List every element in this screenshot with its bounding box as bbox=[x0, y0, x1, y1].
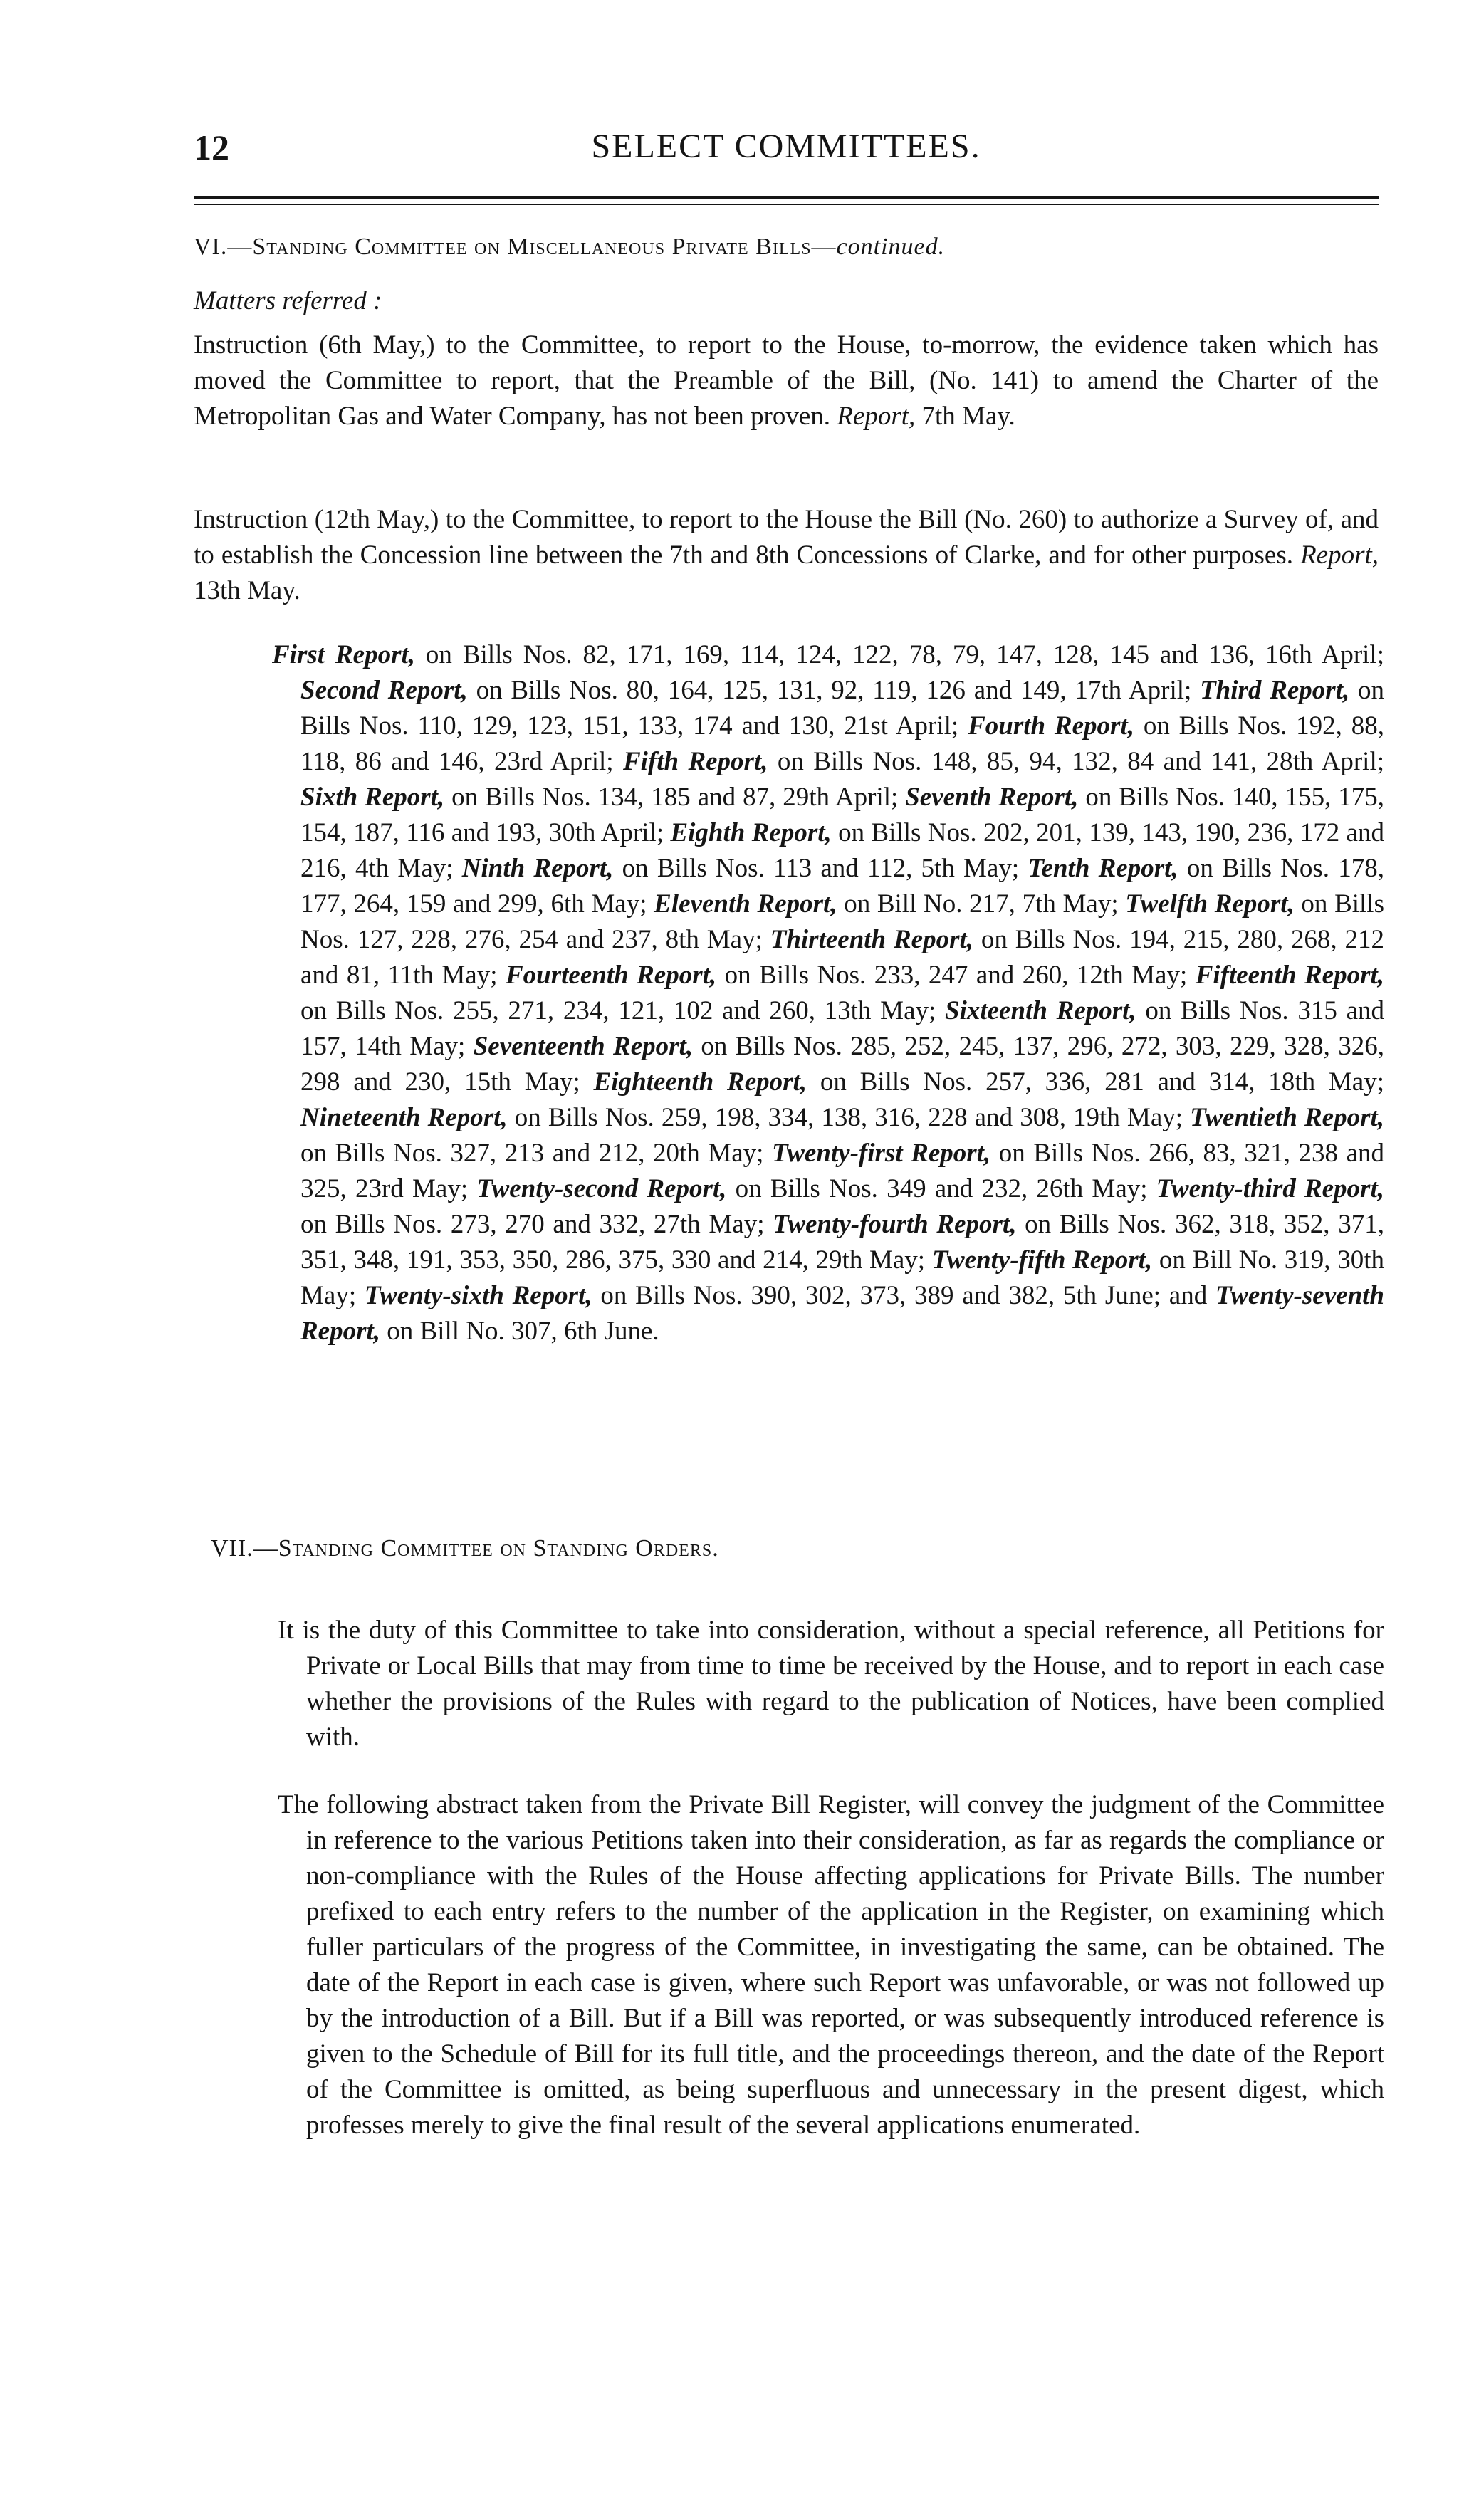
report-label: Seventh Report, bbox=[905, 783, 1079, 812]
header-rule-thin bbox=[194, 204, 1379, 205]
section-vii-paragraph-2 bbox=[278, 1787, 1384, 2143]
report-bills: on Bills Nos. 194, 215, 280, 268, 212 and 81, 11th May; bbox=[300, 925, 1384, 990]
report-label: Seventeenth Report, bbox=[473, 1032, 694, 1061]
section-vii-number: VII.— bbox=[211, 1535, 278, 1562]
instruction-2-text: Instruction (12th May,) to the Committee, to report to the House the Bill (No. 260) to authorize a Survey of, and to establish the Concession line between the 7th and 8th Concessions of Clarke, and for other purposes. bbox=[194, 505, 1379, 570]
report-bills: on Bills Nos. 127, 228, 276, 254 and 237, 8th May; bbox=[300, 889, 1384, 954]
report-bills: on Bills Nos. 315 and 157, 14th May; bbox=[300, 996, 1384, 1061]
report-label: Twenty-fourth Report, bbox=[773, 1210, 1017, 1239]
report-label: Ninth Report, bbox=[461, 854, 614, 883]
section-vi-number: VI.— bbox=[194, 234, 253, 260]
report-bills: on Bills Nos. 113 and 112, 5th May; bbox=[613, 854, 1028, 883]
report-label: Twenty-second Report, bbox=[476, 1174, 727, 1203]
report-label: Third Report, bbox=[1200, 676, 1350, 705]
report-label: Fourth Report, bbox=[968, 711, 1134, 741]
report-label: Twenty-sixth Report, bbox=[364, 1281, 592, 1310]
report-label: Eighth Report, bbox=[670, 818, 832, 847]
report-bills: on Bill No. 319, 30th May; bbox=[300, 1245, 1384, 1310]
report-label: Thirteenth Report, bbox=[770, 925, 974, 954]
report-bills: on Bills Nos. 110, 129, 123, 151, 133, 174 and 130, 21st April; bbox=[300, 676, 1385, 741]
duty-paragraph: It is the duty of this Committee to take into consideration, without a special reference, all Petitions for Private or Local Bills that may from time to time be received by the House, and to report in each case whether the provisions of the Rules with regard to the publication of Notices, have been complied with. bbox=[278, 1616, 1384, 1752]
report-bills: on Bills Nos. 362, 318, 352, 371, 351, 348, 191, 353, 350, 286, 375, 330 and 214, 29th May; bbox=[300, 1210, 1384, 1275]
report-bills: on Bills Nos. 273, 270 and 332, 27th May; bbox=[300, 1210, 773, 1239]
report-bills: on Bills Nos. 390, 302, 373, 389 and 382, 5th June; and bbox=[592, 1281, 1215, 1310]
report-bills: on Bills Nos. 257, 336, 281 and 314, 18th May; bbox=[807, 1067, 1384, 1097]
section-vi-title: Standing Committee on Miscellaneous Private Bills— bbox=[252, 234, 837, 260]
section-vii-paragraph-1 bbox=[278, 1613, 1384, 1755]
report-label: Fifth Report, bbox=[622, 747, 768, 776]
report-label: Nineteenth Report, bbox=[300, 1103, 508, 1132]
instruction-paragraph-2 bbox=[194, 502, 1379, 609]
report-label: Eleventh Report, bbox=[654, 889, 837, 919]
report-bills: on Bills Nos. 259, 198, 334, 138, 316, 228 and 308, 19th May; bbox=[507, 1103, 1191, 1132]
section-vi-heading bbox=[194, 229, 1379, 265]
report-label: Fifteenth Report, bbox=[1195, 961, 1385, 990]
report-bills: on Bills Nos. 349 and 232, 26th May; bbox=[726, 1174, 1156, 1203]
report-bills: on Bills Nos. 255, 271, 234, 121, 102 and 260, 13th May; bbox=[300, 996, 945, 1025]
report-bills: on Bills Nos. 266, 83, 321, 238 and 325, 23rd May; bbox=[300, 1139, 1385, 1203]
running-title: SELECT COMMITTEES. bbox=[591, 127, 981, 165]
report-label: Twenty-first Report, bbox=[772, 1139, 991, 1168]
report-label: Twentieth Report, bbox=[1190, 1103, 1384, 1132]
report-bills: on Bills Nos. 140, 155, 175, 154, 187, 116 and 193, 30th April; bbox=[300, 783, 1384, 847]
page-number: 12 bbox=[194, 127, 229, 167]
header-rule-thick bbox=[194, 196, 1379, 199]
section-vi-continued: continued. bbox=[836, 234, 946, 260]
instruction-1-date: 7th May. bbox=[921, 402, 1015, 431]
report-bills: on Bills Nos. 82, 171, 169, 114, 124, 122, 78, 79, 147, 128, 145 and 136, 16th April; bbox=[415, 640, 1384, 669]
page-header bbox=[194, 127, 1379, 177]
section-vii-heading bbox=[211, 1531, 1396, 1567]
report-label: Fourteenth Report, bbox=[505, 961, 717, 990]
report-bills: on Bills Nos. 233, 247 and 260, 12th May; bbox=[716, 961, 1196, 990]
report-label: Twenty-fifth Report, bbox=[931, 1245, 1153, 1275]
report-label: Sixteenth Report, bbox=[945, 996, 1136, 1025]
instruction-1-report-label: Report, bbox=[837, 402, 916, 431]
report-label: Sixth Report, bbox=[300, 783, 445, 812]
instruction-1-text: Instruction (6th May,) to the Committee, to report to the House, to-morrow, the evidence taken which has moved the Committee to report, that the Preamble of the Bill, (No. 141) to amend the Charter of the Metropolitan Gas and Water Company, has not been proven. bbox=[194, 330, 1379, 431]
report-label: Twenty-seventh Report, bbox=[300, 1281, 1384, 1346]
report-bills: on Bills Nos. 202, 201, 139, 143, 190, 236, 172 and 216, 4th May; bbox=[300, 818, 1384, 883]
report-label: Twenty-third Report, bbox=[1156, 1174, 1384, 1203]
instruction-paragraph-1 bbox=[194, 328, 1379, 434]
reports-paragraph bbox=[272, 637, 1384, 1349]
report-bills: on Bills Nos. 192, 88, 118, 86 and 146, 23rd April; bbox=[300, 711, 1385, 776]
report-label: Tenth Report, bbox=[1028, 854, 1178, 883]
report-bills: on Bill No. 307, 6th June. bbox=[380, 1317, 659, 1346]
report-label: Twelfth Report, bbox=[1125, 889, 1295, 919]
report-bills: on Bill No. 217, 7th May; bbox=[837, 889, 1126, 919]
matters-referred-label: Matters referred : bbox=[194, 286, 382, 315]
report-label: First Report, bbox=[272, 640, 415, 669]
report-bills: on Bills Nos. 178, 177, 264, 159 and 299, 6th May; bbox=[300, 854, 1384, 919]
report-bills: on Bills Nos. 80, 164, 125, 131, 92, 119, 126 and 149, 17th April; bbox=[467, 676, 1201, 705]
report-bills: on Bills Nos. 327, 213 and 212, 20th May; bbox=[300, 1139, 772, 1168]
abstract-paragraph: The following abstract taken from the Private Bill Register, will convey the judgment of the Committee in reference to the various Petitions taken into their consideration, as far as regards the compliance or non-compliance with the Rules of the House affecting applications for Private Bills. The number prefixed to each entry refers to the number of the application in the Register, on examining which fuller particulars of the progress of the Committee, in investigating the same, can be obtained. The date of the Report in each case is given, where such Report was unfavorable, or was not followed up by the introduction of a Bill. But if a Bill was reported, or was subsequently introduced reference is given to the Schedule of Bill for its full title, and the proceedings thereon, and the date of the Report of the Committee is omitted, as being superfluous and unnecessary in the present digest, which professes merely to give the final result of the several applications enumerated. bbox=[278, 1790, 1384, 2140]
section-vii-title: Standing Committee on Standing Orders. bbox=[278, 1535, 719, 1562]
reports-list bbox=[272, 637, 1384, 1349]
instruction-2-date: 13th May. bbox=[194, 576, 300, 605]
report-label: Second Report, bbox=[300, 676, 468, 705]
report-bills: on Bills Nos. 134, 185 and 87, 29th April; bbox=[444, 783, 906, 812]
instruction-2-report-label: Report, bbox=[1300, 540, 1379, 570]
report-bills: on Bills Nos. 148, 85, 94, 132, 84 and 141, 28th April; bbox=[768, 747, 1385, 776]
report-bills: on Bills Nos. 285, 252, 245, 137, 296, 272, 303, 229, 328, 326, 298 and 230, 15th May; bbox=[300, 1032, 1384, 1097]
report-label: Eighteenth Report, bbox=[593, 1067, 807, 1097]
